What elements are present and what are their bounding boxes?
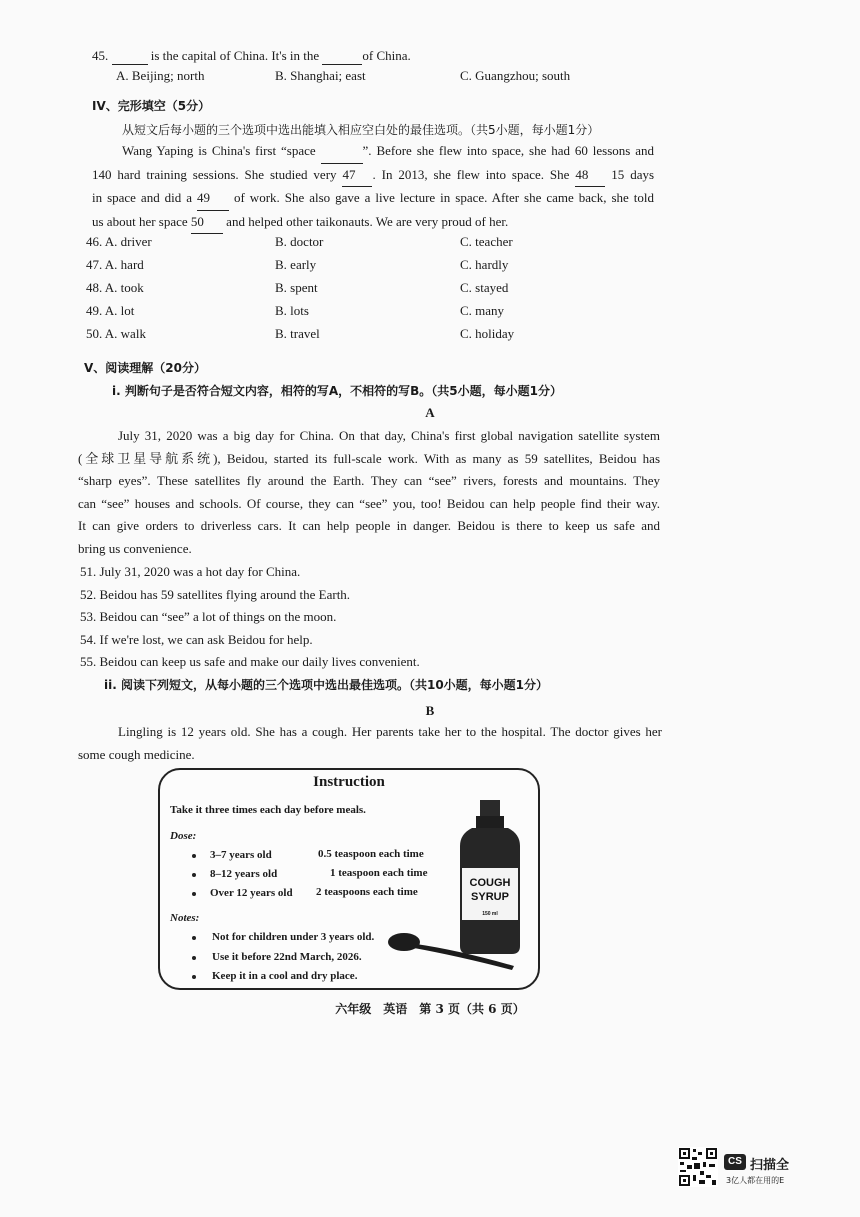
dose-label: Dose:: [170, 830, 197, 842]
passage-b: [78, 721, 662, 766]
option-46-a: 46. A. driver: [86, 234, 152, 249]
option-50-a: 50. A. walk: [86, 326, 146, 341]
note-item: Not for children under 3 years old.: [212, 931, 375, 943]
q45-option-b: B. Shanghai; east: [275, 68, 366, 83]
q45-line: [92, 48, 411, 65]
cloze-line-1: [92, 140, 654, 164]
blank-46: [321, 140, 363, 164]
q45-option-c: C. Guangzhou; south: [460, 68, 571, 83]
spoon-icon: [388, 930, 518, 970]
dose-age: Over 12 years old: [210, 887, 293, 899]
statement-51: 51. July 31, 2020 was a hot day for China.: [80, 564, 301, 579]
cloze-text: of work. She also gave a live lecture in space. After she came back, she told: [234, 190, 655, 206]
cloze-text: and helped other taikonauts. We are very proud of her.: [226, 213, 509, 229]
statement-55: 55. Beidou can keep us safe and make our daily lives convenient.: [80, 654, 420, 670]
bullet: [192, 854, 196, 858]
option-49-b: B. lots: [275, 303, 309, 318]
dose-amount: 1 teaspoon each time: [330, 867, 428, 879]
passage-a-line: July 31, 2020 was a big day for China. On that day, China's first global navigation satellite system: [118, 428, 660, 443]
scanner-logo: CS: [724, 1154, 746, 1170]
option-49-a: 49. A. lot: [86, 303, 135, 318]
blank-48: 48: [575, 164, 605, 188]
bullet: [192, 956, 196, 960]
passage-a-line: It can give orders to driverless cars. It can help people in danger. Beidou is there to keep us safe and: [78, 518, 660, 534]
section5-title: V、阅读理解（20分）: [84, 361, 206, 375]
dose-amount: 0.5 teaspoon each time: [318, 848, 424, 860]
instruction-title: Instruction: [313, 774, 385, 790]
statement-54: 54. If we're lost, we can ask Beidou for help.: [80, 631, 313, 647]
scanner-tagline: 3亿人都在用的E: [726, 1176, 785, 1185]
q45-option-a: A. Beijing; north: [116, 68, 205, 83]
statements-list: [80, 561, 640, 674]
instruction-intro: Take it three times each day before meals.: [170, 804, 366, 816]
bullet: [192, 892, 196, 896]
passage-a-line: “sharp eyes”. These satellites fly around the Earth. They can “see” rivers, forests and mountains. They: [78, 473, 660, 489]
cloze-line-4: [92, 211, 654, 235]
note-item: Use it before 22nd March, 2026.: [212, 951, 362, 963]
option-50-c: C. holiday: [460, 326, 515, 341]
passage-a-line: (全球卫星导航系统), Beidou, started its full-scale work. With as many as 59 satellites, Beidou has: [78, 450, 660, 466]
dose-age: 3–7 years old: [210, 849, 272, 861]
q45-number: 45.: [92, 48, 109, 63]
section4-title: IV、完形填空（5分）: [92, 99, 211, 113]
q45-blank-1: [112, 48, 148, 65]
bullet: [192, 975, 196, 979]
option-46-c: C. teacher: [460, 234, 513, 249]
option-47-b: B. early: [275, 257, 317, 272]
option-47-a: 47. A. hard: [86, 257, 144, 272]
cloze-text: 140 hard training sessions. She studied very: [92, 166, 337, 182]
section5-part2-instruction: ii. 阅读下列短文，从每小题的三个选项中选出最佳选项。（共10小题，每小题1分）: [104, 678, 549, 692]
qr-code-icon: [678, 1147, 718, 1187]
passage-b-label: B: [425, 703, 435, 718]
passage-a-label: A: [425, 405, 435, 420]
section4-instruction: 从短文后每小题的三个选项中选出能填入相应空白处的最佳选项。（共5小题，每小题1分）: [122, 123, 600, 137]
instruction-card: [158, 768, 540, 990]
option-46-b: B. doctor: [275, 234, 324, 249]
cloze-text: . In 2013, she flew into space. She: [372, 166, 570, 182]
option-47-c: C. hardly: [460, 257, 509, 272]
passage-b-line: Lingling is 12 years old. She has a cough. Her parents take her to the hospital. The doctor gives her: [118, 724, 662, 739]
cloze-text: us about her space: [92, 213, 188, 229]
bottle-volume: 150 ml: [482, 911, 498, 917]
cloze-text: ”. Before she flew into space, she had 60 lessons and: [362, 143, 654, 158]
cloze-text: 15 days: [611, 166, 655, 182]
bottle-label-line1: COUGH: [469, 877, 511, 889]
dose-age: 8–12 years old: [210, 868, 278, 880]
option-50-b: B. travel: [275, 326, 320, 341]
cloze-passage: [92, 140, 654, 234]
scanner-app-name: 扫描全: [750, 1158, 790, 1173]
cloze-text: Wang Yaping is China's first “space: [122, 143, 316, 158]
bullet: [192, 873, 196, 877]
blank-50: 50: [191, 211, 223, 235]
dose-amount: 2 teaspoons each time: [316, 886, 418, 898]
option-48-b: B. spent: [275, 280, 318, 295]
blank-47: 47: [342, 164, 372, 188]
passage-a-line: can “see” houses and schools. Of course, they can “see” you, too! Beidou can help people find their way.: [78, 495, 660, 511]
passage-a: [78, 425, 660, 561]
option-48-a: 48. A. took: [86, 280, 144, 295]
q45-blank-2: [322, 48, 362, 65]
cloze-line-3: [92, 187, 654, 211]
section5-part1-instruction: i. 判断句子是否符合短文内容，相符的写A，不相符的写B。（共5小题，每小题1分）: [112, 384, 562, 398]
q45-text-2: of China.: [362, 48, 411, 63]
bullet: [192, 936, 196, 940]
passage-b-line: some cough medicine.: [78, 746, 195, 762]
notes-label: Notes:: [170, 912, 200, 924]
statement-52: 52. Beidou has 59 satellites flying around the Earth.: [80, 586, 351, 602]
statement-53: 53. Beidou can “see” a lot of things on the moon.: [80, 609, 337, 625]
note-item: Keep it in a cool and dry place.: [212, 970, 358, 982]
bottle-label-line2: SYRUP: [471, 891, 509, 903]
passage-a-line: bring us convenience.: [78, 540, 192, 556]
q45-text-1: is the capital of China. It's in the: [150, 48, 320, 63]
cloze-line-2: [92, 164, 654, 188]
cloze-text: in space and did a: [92, 190, 193, 206]
page-footer: 六年级 英语 第 3 页（共 6 页）: [335, 1002, 525, 1016]
option-49-c: C. many: [460, 303, 505, 318]
blank-49: 49: [197, 187, 229, 211]
option-48-c: C. stayed: [460, 280, 509, 295]
